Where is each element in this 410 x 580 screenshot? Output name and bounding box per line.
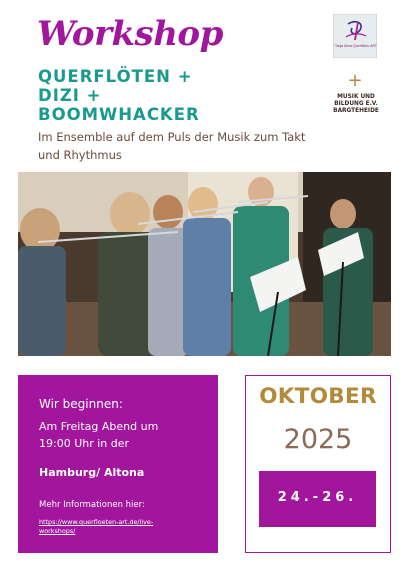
start-time: 19:00 Uhr in der bbox=[39, 437, 130, 450]
event-location: Hamburg/ Altona bbox=[39, 466, 145, 479]
ensemble-photo bbox=[18, 172, 391, 356]
start-day: Am Freitag Abend um bbox=[39, 420, 159, 433]
logo-text: Tanja Alexa Querflöten-ART bbox=[335, 44, 377, 48]
event-month: OKTOBER bbox=[259, 384, 377, 409]
event-date-box bbox=[245, 375, 391, 553]
subtitle-line-boomwhacker: BOOMWHACKER bbox=[38, 105, 200, 124]
partner-plus: + bbox=[347, 70, 363, 91]
instruments-subtitle bbox=[38, 67, 200, 124]
start-heading: Wir beginnen: bbox=[39, 397, 123, 411]
event-year: 2025 bbox=[283, 424, 353, 455]
workshop-link[interactable]: https://www.querfloeten-art.de/live-workshops/ bbox=[39, 518, 154, 535]
player-1 bbox=[18, 208, 66, 356]
subtitle-line-dizi: DIZI + bbox=[38, 86, 102, 105]
flute-logo-icon bbox=[334, 15, 378, 59]
subtitle-line-querfloeten: QUERFLÖTEN + bbox=[38, 67, 193, 86]
partner-organization: MUSIK UND BILDUNG E.V. BARGTEHEIDE bbox=[333, 94, 379, 114]
tagline: Im Ensemble auf dem Puls der Musik zum Takt und Rhythmus bbox=[38, 130, 306, 162]
event-days: 24.-26. bbox=[277, 490, 358, 505]
event-days-badge bbox=[259, 471, 376, 527]
more-info-label: Mehr Informationen hier: bbox=[39, 500, 145, 510]
querfloeten-art-logo bbox=[333, 14, 377, 58]
event-info-box bbox=[18, 375, 218, 553]
workshop-title: Workshop bbox=[37, 14, 223, 54]
